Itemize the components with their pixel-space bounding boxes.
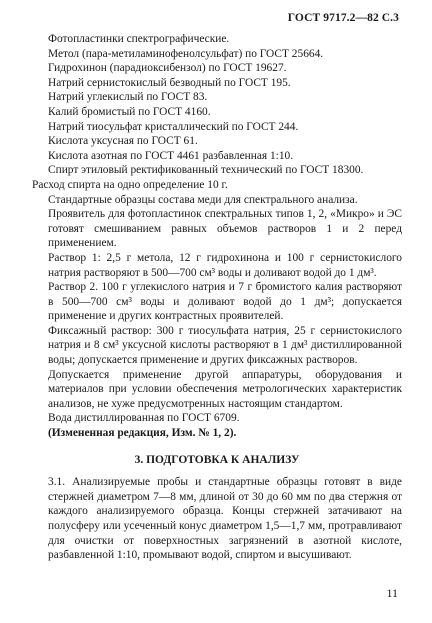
reagent-line: Стандартные образцы состава меди для спектрального анализа. (48, 193, 358, 206)
body-text (32, 32, 402, 563)
reagent-line: Спирт этиловый ректификованный технический по ГОСТ 18300. (48, 164, 364, 177)
reagent-line: Натрий углекислый по ГОСТ 83. (48, 91, 208, 104)
solution1-paragraph: Раствор 1: 2,5 г метола, 12 г гидрохинона и 100 г сернистокислого натрия растворяют в 500—700 см³ воды и доливают водой до 1 дм³. (48, 251, 402, 279)
reagent-line: Кислота уксусная по ГОСТ 61. (48, 135, 198, 148)
section-paragraph: 3.1. Анализируемые пробы и стандартные образцы готовят в виде стержней диаметром 7—8 мм, длиной от 30 до 60 мм по два стержня от каждого анализируемого образца. Концы стержней затачивают на полусферу или усеченный конус диаметром 1,5—1,7 мм, протравливают для очистки от поверхностных загрязнений в азотной кислоте, разбавленной 1:10, промывают водой, спиртом и высушивают. (48, 476, 402, 562)
section-title: 3. ПОДГОТОВКА К АНАЛИЗУ (134, 453, 300, 466)
amendment-note: (Измененная редакция, Изм. № 1, 2). (48, 427, 237, 440)
reagent-line: Метол (пара-метиламинофенолсульфат) по ГОСТ 25664. (48, 47, 324, 60)
developer-paragraph: Проявитель для фотопластинок спектральных типов 1, 2, «Микро» и ЭС готовят смешиванием равных объемов растворов 1 и 2 перед применением. (48, 208, 402, 250)
page-header: ГОСТ 9717.2—82 С.3 (287, 12, 399, 24)
reagent-line: Гидрохинон (парадиоксибензол) по ГОСТ 19627. (48, 62, 287, 75)
solution2-paragraph: Раствор 2. 100 г углекислого натрия и 7 г бромистого калия растворяют в 500—700 см³ воды и доливают водой до 1 дм³; допускается применение и других контрастных проявителей. (48, 281, 402, 323)
other-equipment-paragraph: Допускается применение другой аппаратуры, оборудования и материалов при условии обеспечения метрологических характеристик анализов, не хуже предусмотренных настоящим стандартом. (48, 368, 402, 410)
reagent-line: Натрий сернистокислый безводный по ГОСТ 195. (48, 76, 291, 89)
reagent-line: Фотопластинки спектрографические. (48, 33, 230, 45)
reagent-line: Расход спирта на одно определение 10 г. (32, 178, 228, 191)
reagent-line: Кислота азотная по ГОСТ 4461 разбавленная 1:10. (48, 149, 294, 162)
reagent-line: Натрий тиосульфат кристаллический по ГОСТ 244. (48, 120, 299, 133)
page-number: 11 (386, 586, 398, 600)
fixer-paragraph: Фиксажный раствор: 300 г тиосульфата натрия, 25 г сернистокислого натрия и 8 см³ уксусной кислоты растворяют в 1 дм³ дистиллированной воды; допускается применение и других фиксажных растворов. (48, 324, 402, 367)
reagent-line: Калий бромистый по ГОСТ 4160. (48, 105, 211, 118)
water-line: Вода дистиллированная по ГОСТ 6709. (48, 412, 240, 425)
